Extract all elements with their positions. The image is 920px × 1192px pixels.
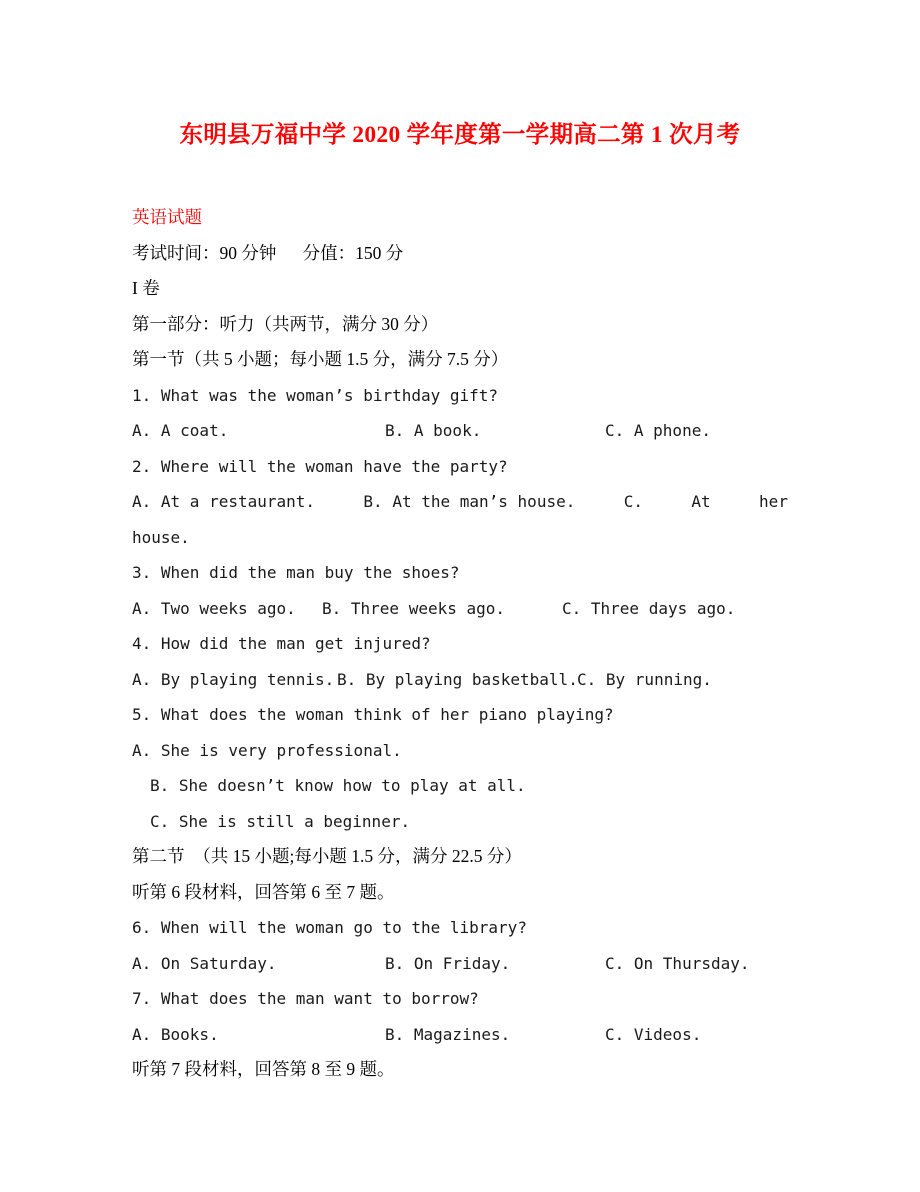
option-6-c[interactable]: C. On Thursday. bbox=[605, 953, 750, 973]
question-options-3 bbox=[132, 591, 788, 627]
option-2-c-wrap: house. bbox=[132, 527, 190, 547]
option-2-b[interactable]: B. At the man’s house. bbox=[363, 492, 576, 511]
option-6-a[interactable]: A. On Saturday. bbox=[132, 953, 277, 973]
option-2-c-word-her: her bbox=[759, 492, 788, 511]
question-stem-2: 2. Where will the woman have the party? bbox=[132, 456, 508, 476]
option-1-c[interactable]: C. A phone. bbox=[605, 421, 711, 440]
question-stem-3: 3. When did the man buy the shoes? bbox=[132, 563, 460, 582]
question-stem-1: 1. What was the woman’s birthday gift? bbox=[132, 385, 499, 405]
question-options-2 bbox=[132, 484, 788, 555]
option-7-c[interactable]: C. Videos. bbox=[605, 1024, 702, 1044]
question-options-7 bbox=[132, 1017, 788, 1053]
question-stem-4: 4. How did the man get injured? bbox=[132, 634, 431, 653]
question-options-1 bbox=[132, 413, 788, 449]
part-one-heading: 第一节（共 5 小题；每小题 1.5 分，满分 7.5 分） bbox=[132, 349, 509, 369]
exam-info-line: 考试时间：90 分钟 分值：150 分 bbox=[132, 242, 404, 263]
question-stem-7: 7. What does the man want to borrow? bbox=[132, 989, 479, 1008]
question-options-4 bbox=[132, 662, 788, 698]
section-one-heading: 第一部分：听力（共两节，满分 30 分） bbox=[132, 313, 439, 334]
title-spacer bbox=[132, 153, 788, 200]
paper-part-label: I 卷 bbox=[132, 278, 160, 298]
option-3-c[interactable]: C. Three days ago. bbox=[562, 598, 736, 618]
part-two-heading: 第二节 （共 15 小题;每小题 1.5 分，满分 22.5 分） bbox=[132, 846, 522, 866]
option-1-b[interactable]: B. A book. bbox=[385, 421, 482, 440]
question-stem-6: 6. When will the woman go to the library? bbox=[132, 918, 527, 937]
document-body bbox=[132, 0, 788, 1088]
option-2-c-marker[interactable]: C. bbox=[623, 492, 643, 511]
option-5-b[interactable]: B. She doesn’t know how to play at all. bbox=[150, 776, 526, 795]
option-2-a[interactable]: A. At a restaurant. bbox=[132, 492, 316, 511]
option-7-a[interactable]: A. Books. bbox=[132, 1024, 219, 1044]
option-3-a[interactable]: A. Two weeks ago. bbox=[132, 598, 296, 618]
option-7-b[interactable]: B. Magazines. bbox=[385, 1024, 511, 1044]
question-stem-5: 5. What does the woman think of her piano playing? bbox=[132, 705, 614, 724]
question-options-6 bbox=[132, 946, 788, 982]
listening-instruction-8-9: 听第 7 段材料，回答第 8 至 9 题。 bbox=[132, 1059, 395, 1079]
page-title: 东明县万福中学 2020 学年度第一学期高二第 1 次月考 bbox=[179, 122, 741, 148]
option-1-a[interactable]: A. A coat. bbox=[132, 421, 229, 440]
option-3-b[interactable]: B. Three weeks ago. bbox=[322, 598, 506, 618]
option-5-c[interactable]: C. She is still a beginner. bbox=[150, 811, 411, 831]
option-4-a[interactable]: A. By playing tennis. bbox=[132, 669, 335, 689]
option-4-b[interactable]: B. By playing basketball. bbox=[337, 669, 578, 689]
listening-instruction-6-7: 听第 6 段材料，回答第 6 至 7 题。 bbox=[132, 881, 395, 902]
option-2-c-word-at: At bbox=[691, 492, 711, 511]
option-5-a[interactable]: A. She is very professional. bbox=[132, 740, 402, 760]
subject-heading: 英语试题 bbox=[132, 207, 202, 227]
option-4-c[interactable]: C. By running. bbox=[577, 669, 712, 689]
option-6-b[interactable]: B. On Friday. bbox=[385, 953, 511, 973]
